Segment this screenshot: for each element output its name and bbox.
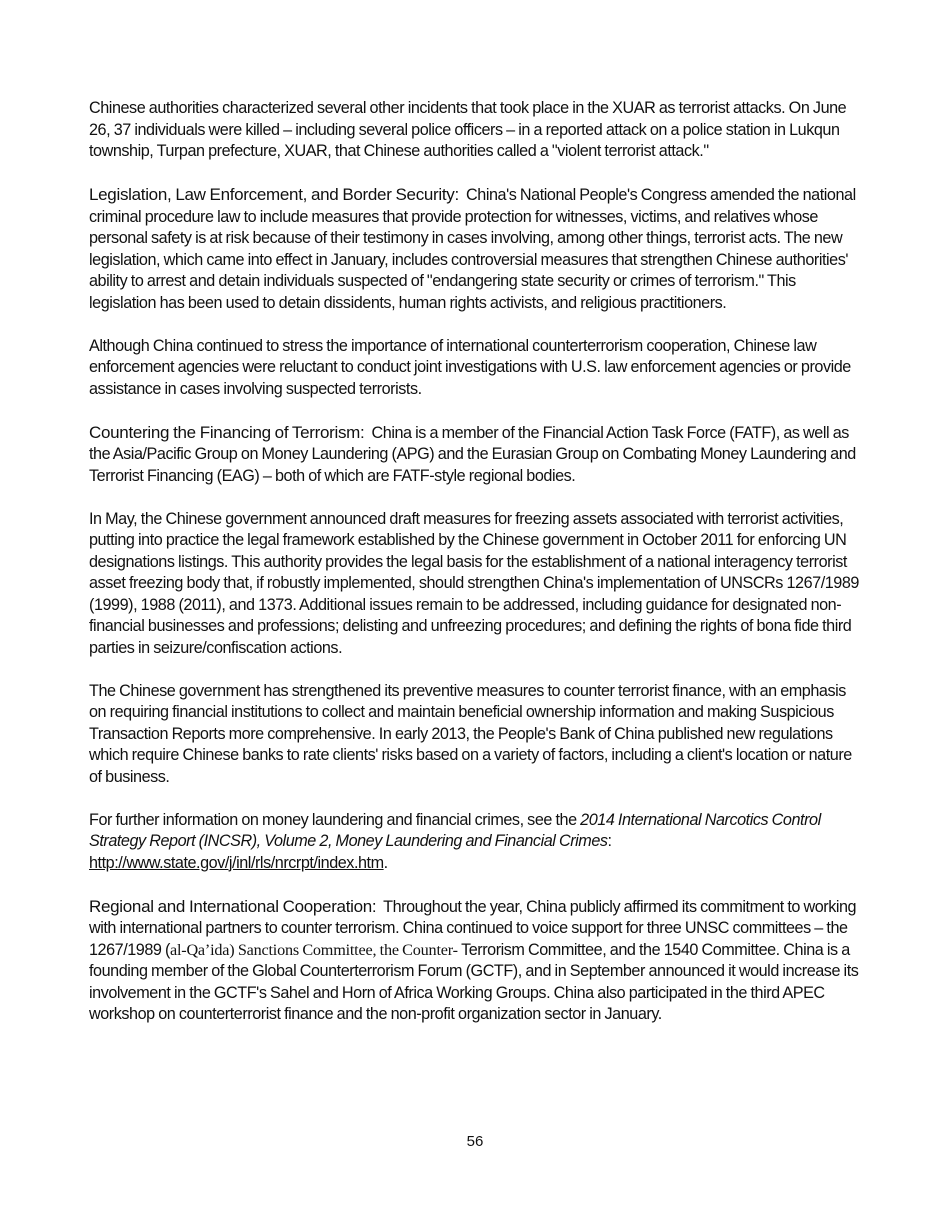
paragraph-text: China's National People's Congress amended the national criminal procedure law to include measures that provide protection for witnesses, victims, and relatives whose personal safety is at risk because of their testimony in cases involving, among other things, terrorist acts. The new legislation, which came into effect in January, includes controversial measures that strengthen Chinese authorities' ability to arrest and detain individuals suspected of "endangering state security or crimes of terrorism." This legislation has been used to detain dissidents, human rights activists, and religious practitioners. [89,186,856,312]
paragraph-further-information [89,810,864,875]
paragraph-text: . [383,853,388,872]
paragraph-text: The Chinese government has strengthened its preventive measures to counter terrorist finance, with an emphasis on requiring financial institutions to collect and maintain beneficial ownership information and making Suspicious Transaction Reports more comprehensive. In early 2013, the People's Bank of China published new regulations which require Chinese banks to rate clients' risks based on a variety of factors, including a client's location or nature of business. [89,681,852,786]
paragraph-financing [89,422,864,488]
paragraph-text: China is a member of the Financial Action Task Force (FATF), as well as the Asia/Pacific Group on Money Laundering (APG) and the Eurasian Group on Combating Money Laundering and Terrorist Financing (EAG) – both of which are FATF-style regional bodies. [89,423,856,485]
section-heading-legislation: Legislation, Law Enforcement, and Border Security: [89,185,459,204]
page-number: 56 [466,1133,484,1150]
section-heading-financing: Countering the Financing of Terrorism: [89,422,365,442]
section-heading-regional: Regional and International Cooperation: [89,896,377,916]
paragraph-text: For further information on money laundering and financial crimes, see the [89,810,581,829]
paragraph-text-serif: al-Qa’ida) Sanctions Committee, the Counter- [169,940,458,959]
paragraph-legislation [89,184,864,314]
paragraph-text: Although China continued to stress the importance of international counterterrorism cooperation, Chinese law enforcement agencies were reluctant to conduct joint investigations with U.S. law enforcement agencies or provide assistance in cases involving suspected terrorists. [89,336,851,398]
paragraph-text: Chinese authorities characterized several other incidents that took place in the XUAR as terrorist attacks. On June 26, 37 individuals were killed – including several police officers – in a reported attack on a police station in Lukqun township, Turpan prefecture, XUAR, that Chinese authorities called a "violent terrorist attack." [89,99,847,160]
paragraph-asset-freezing [89,509,864,660]
document-page [89,98,864,1047]
report-link[interactable]: http://www.state.gov/j/inl/rls/nrcrpt/index.htm [89,853,384,872]
paragraph-regional-cooperation [89,896,864,1026]
report-title: 2014 International Narcotics Control Strategy Report (INCSR), Volume 2, Money Laundering and Financial Crimes [89,810,821,850]
paragraph-text: : [607,832,612,850]
paragraph-text: Throughout the year, China publicly affirmed its commitment to working with international partners to counter terrorism. China continued to voice support for three UNSC committees – the 1267/1989 ( [89,897,857,959]
paragraph-preventive-measures [89,681,864,789]
paragraph-cooperation-reluctance [89,336,864,401]
paragraph-xuar-incidents [89,98,864,163]
paragraph-text: In May, the Chinese government announced draft measures for freezing assets associated with terrorist activities, putting into practice the legal framework established by the Chinese government in October 2011 for enforcing UN designations listings. This authority provides the legal basis for the establishment of a national interagency terrorist asset freezing body that, if robustly implemented, should strengthen China's implementation of UNSCRs 1267/1989 (1999), 1988 (2011), and 1373. Additional issues remain to be addressed, including guidance for designated non-financial businesses and professions; delisting and unfreezing procedures; and defining the rights of bona fide third parties in seizure/confiscation actions. [89,509,859,657]
paragraph-text: Terrorism Committee, and the 1540 Committee. China is a founding member of the Global Counterterrorism Forum (GCTF), and in September announced it would increase its involvement in the GCTF's Sahel and Horn of Africa Working Groups. China also participated in the third APEC workshop on counterterrorist finance and the non-profit organization sector in January. [89,940,859,1023]
